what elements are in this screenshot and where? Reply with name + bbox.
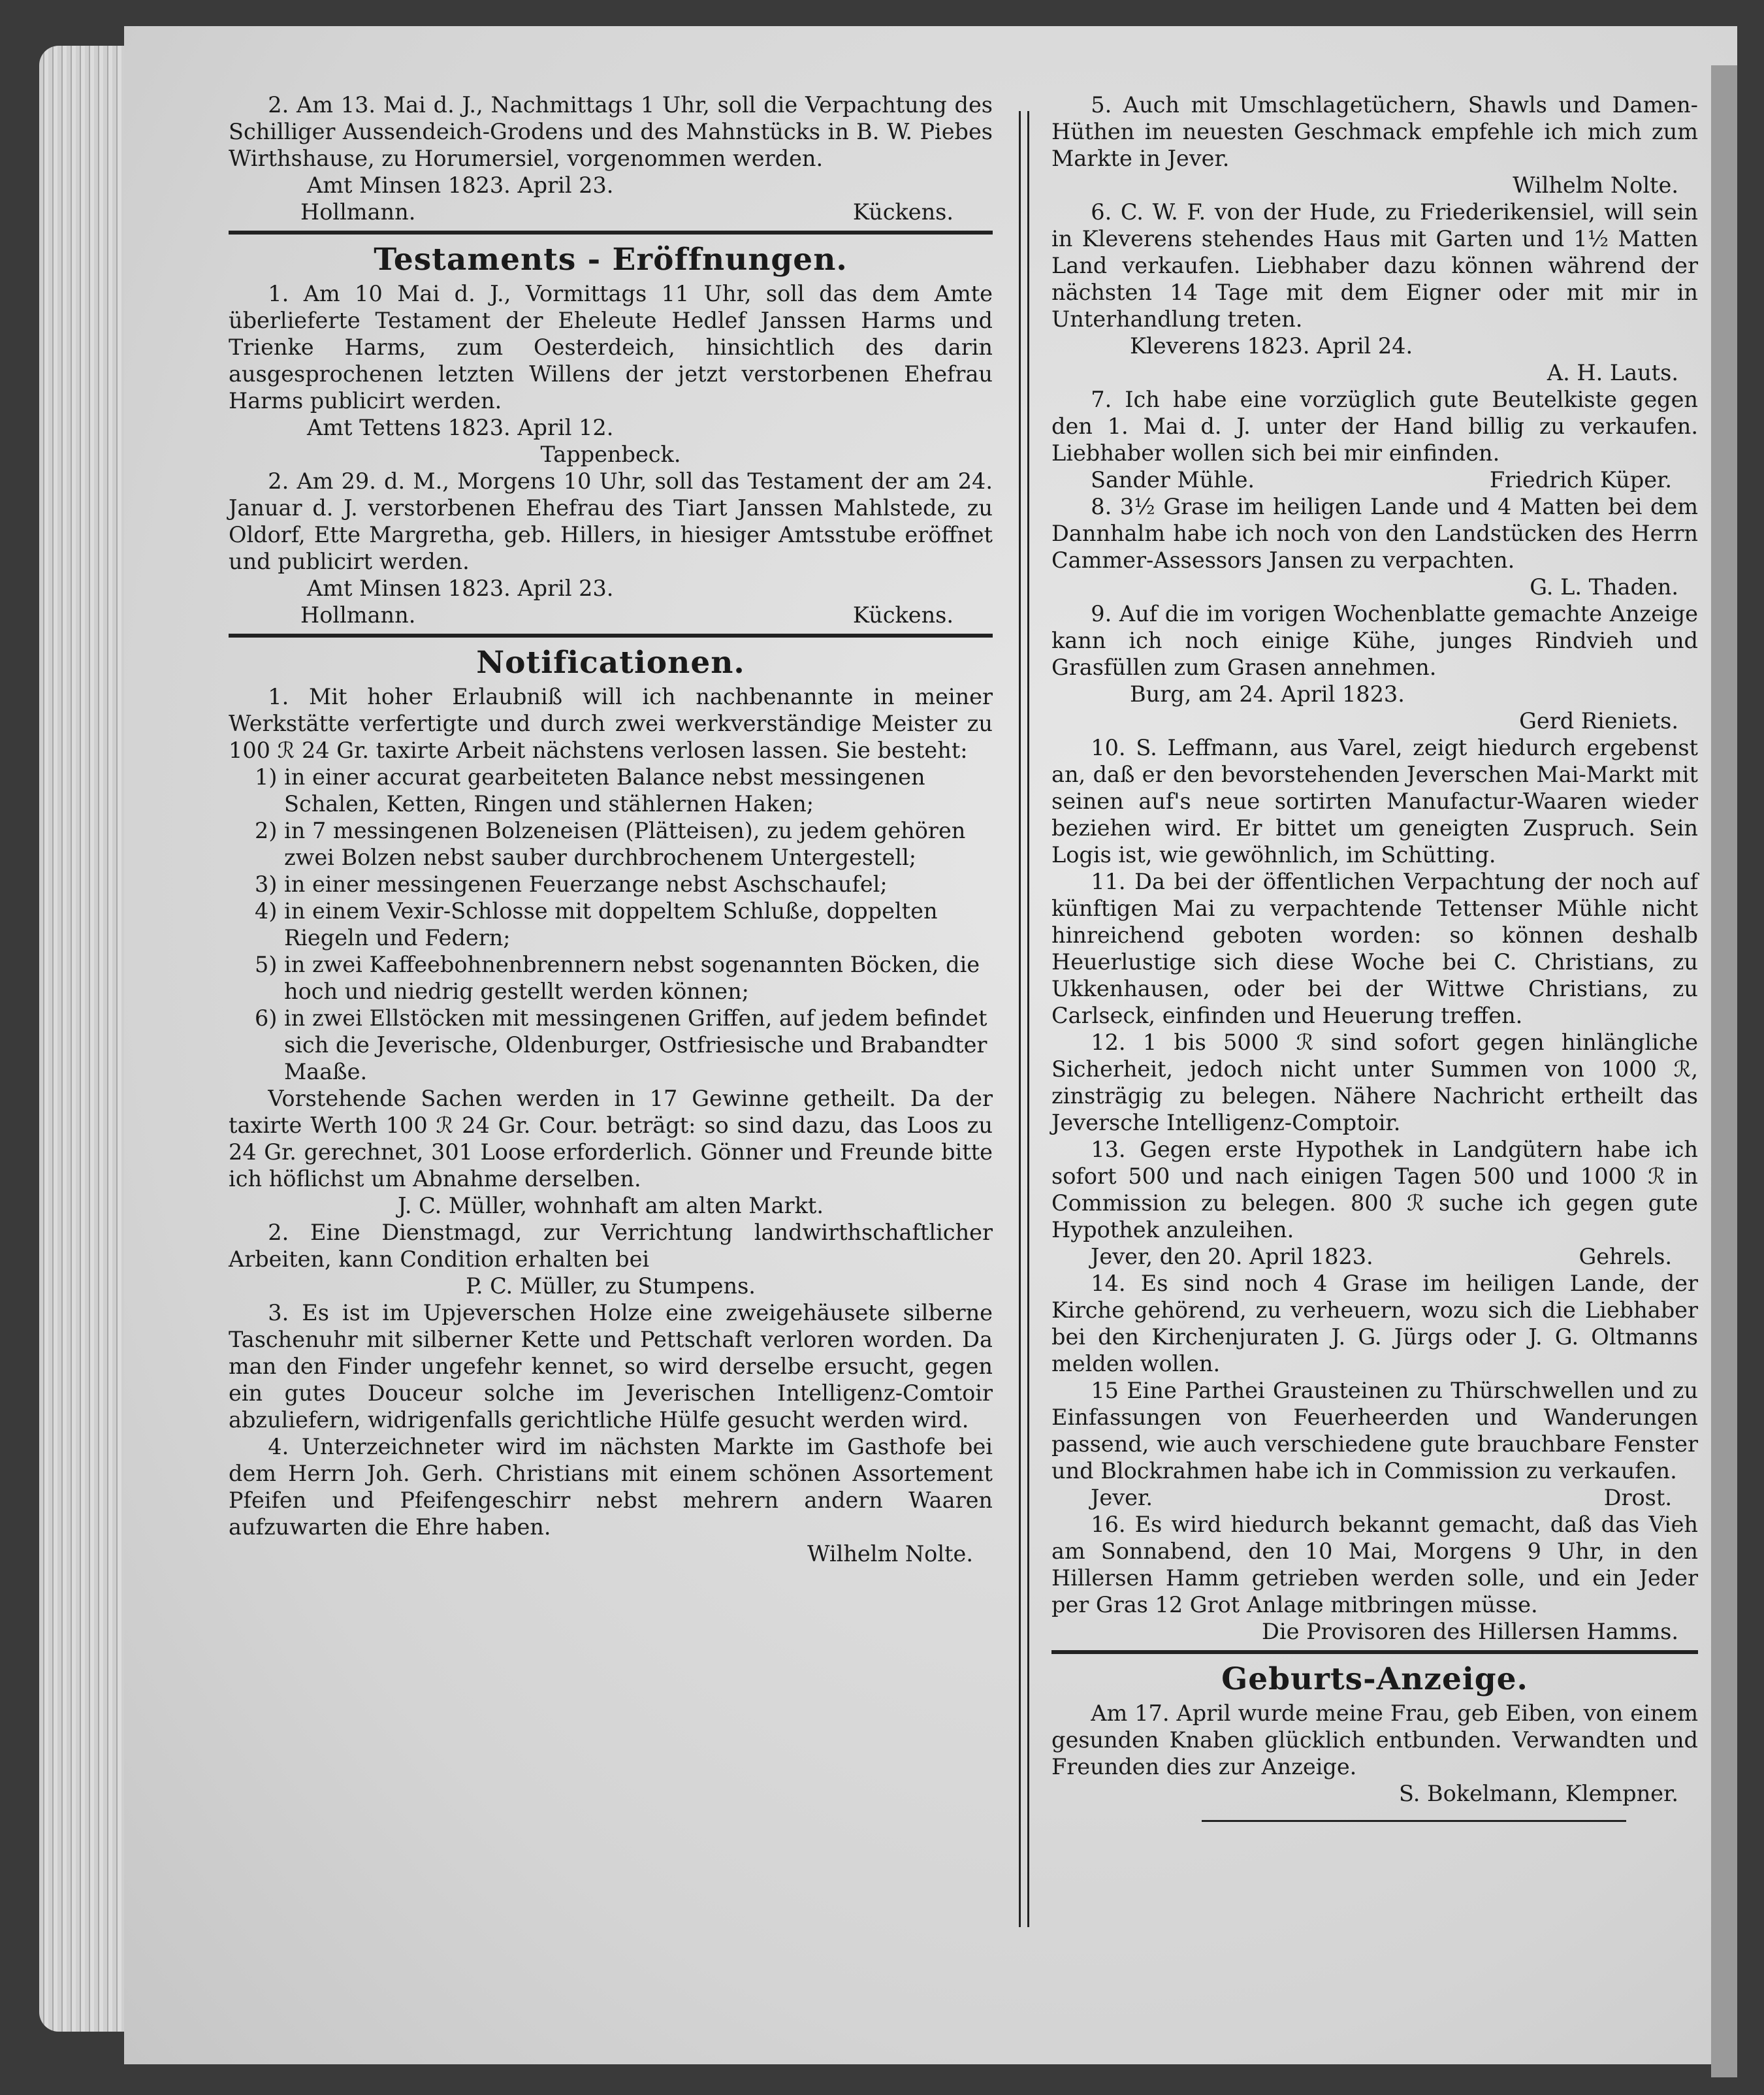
list-item: 4) in einem Vexir-Schlosse mit doppeltem Schluße, doppelten Riegeln und Federn; bbox=[255, 898, 938, 950]
signature-pair bbox=[1051, 466, 1698, 493]
right-column bbox=[1051, 91, 1698, 1822]
signature: Hollmann. bbox=[300, 602, 416, 628]
signature: Wilhelm Nolte. bbox=[1513, 172, 1678, 198]
notice-9: 9. Auf die im vorigen Wochenblatte gemachte Anzeige kann ich noch einige Kühe, junges Rindvieh und Grasfüllen zum Grasen annehmen. bbox=[1051, 601, 1698, 680]
list-item: 2) in 7 messingenen Bolzeneisen (Plätteisen), zu jedem gehören zwei Bolzen nebst sauber durchbrochenem Untergestell; bbox=[255, 818, 966, 870]
signature: P. C. Müller, zu Stumpens. bbox=[466, 1273, 756, 1299]
notice-1-body: Vorstehende Sachen werden in 17 Gewinne getheilt. Da der taxirte Werth 100 ℛ 24 Gr. Cour. beträgt: so sind dazu, das Loos zu 24 Gr. gerechnet, 301 Loose erforderlich. Gönner und Freunde bitte ich höflichst um Abnahme derselben. bbox=[229, 1086, 993, 1192]
signature: Die Provisoren des Hillersen Hamms. bbox=[1262, 1619, 1678, 1644]
section-heading-notificationen: Notificationen. bbox=[476, 645, 745, 681]
page-gutter-shadow bbox=[1711, 65, 1737, 2077]
notice-testament-1: 1. Am 10 Mai d. J., Vormittags 11 Uhr, soll das dem Amte überlieferte Testament der Eheleute Hedlef Janssen Harms und Trienke Harms, zum Oesterdeich, hinsichtlich des darin ausgesprochenen letzten Willens der jetzt verstorbenen Ehefrau Harms publicirt werden. bbox=[229, 281, 993, 414]
birth-announcement: Am 17. April wurde meine Frau, geb Eiben, von einem gesunden Knaben glücklich entbunden. Verwandten und Freunden dies zur Anzeige. bbox=[1051, 1700, 1698, 1779]
signature: Friedrich Küper. bbox=[1489, 467, 1672, 493]
list-item: 5) in zwei Kaffeebohnenbrennern nebst sogenannten Böcken, die hoch und niedrig gestellt werden können; bbox=[255, 952, 980, 1004]
notice-13: 13. Gegen erste Hypothek in Landgütern habe ich sofort 500 und nach einigen Tagen 500 und 1000 ℛ in Commission zu belegen. 800 ℛ suche ich gegen gute Hypothek anzuleihen. bbox=[1051, 1137, 1698, 1242]
notice-location: Amt Tettens 1823. April 12. bbox=[307, 415, 614, 440]
notice-14: 14. Es sind noch 4 Grase im heiligen Lande, der Kirche gehörend, zu verheuern, wozu sich die Liebhaber bei den Kirchenjuraten J. G. Jürgs oder J. G. Oltmanns melden wollen. bbox=[1051, 1271, 1698, 1376]
notice-2: 2. Eine Dienstmagd, zur Verrichtung landwirthschaftlicher Arbeiten, kann Condition erhalten bei bbox=[229, 1220, 993, 1272]
signature: Hollmann. bbox=[300, 199, 416, 225]
signature-pair bbox=[1051, 1243, 1698, 1270]
section-rule bbox=[229, 231, 993, 235]
signature: Kückens. bbox=[852, 602, 954, 628]
notice-16: 16. Es wird hiedurch bekannt gemacht, daß das Vieh am Sonnabend, den 10 Mai, Morgens 9 Uhr, in den Hillersen Hamm getrieben werden solle, und ein Jeder per Gras 12 Grot Anlage mitbringen müsse. bbox=[1051, 1512, 1698, 1617]
notice-6: 6. C. W. F. von der Hude, zu Friederikensiel, will sein in Kleverens stehendes Haus mit Garten und 1½ Matten Land verkaufen. Liebhaber dazu können während der nächsten 14 Tage mit dem Eigner oder mit mir in Unterhandlung treten. bbox=[1051, 199, 1698, 332]
notice-10: 10. S. Leffmann, aus Varel, zeigt hiedurch ergebenst an, daß er den bevorstehenden Jeverschen Mai-Markt mit seinen auf's neue sortirten Manufactur-Waaren wieder beziehen wird. Er bittet um geneigten Zuspruch. Sein Logis ist, wie gewöhnlich, im Schütting. bbox=[1051, 735, 1698, 868]
signature-pair bbox=[1051, 1484, 1698, 1511]
notice-4: 4. Unterzeichneter wird im nächsten Markte im Gasthofe bei dem Herrn Joh. Gerh. Christians mit einem schönen Assortement Pfeifen und Pfeifengeschirr nebst mehrern andern Waaren aufzuwarten die Ehre haben. bbox=[229, 1434, 993, 1540]
notice-5: 5. Auch mit Umschlagetüchern, Shawls und Damen-Hüthen im neuesten Geschmack empfehle ich mich zum Markte in Jever. bbox=[1051, 92, 1698, 171]
signature: Tappenbeck. bbox=[540, 442, 681, 467]
end-rule bbox=[1202, 1820, 1626, 1822]
notice-testament-2: 2. Am 29. d. M., Morgens 10 Uhr, soll das Testament der am 24. Januar d. J. verstorbenen Ehefrau des Tiart Janssen Mahlstede, zu Oldorf, Ette Margretha, geb. Hillers, in hiesiger Amtsstube eröffnet und publicirt werden. bbox=[229, 468, 993, 574]
list-item: 6) in zwei Ellstöcken mit messingenen Griffen, auf jedem befindet sich die Jeverische, Oldenburger, Ostfriesische und Brabandter Maaße. bbox=[255, 1005, 987, 1084]
signature: Kückens. bbox=[852, 199, 954, 225]
signature-pair bbox=[229, 602, 993, 628]
section-rule bbox=[229, 634, 993, 638]
book-page-edges bbox=[39, 46, 137, 2032]
section-rule bbox=[1051, 1650, 1698, 1654]
signature: Drost. bbox=[1603, 1485, 1672, 1510]
notice-8: 8. 3½ Grase im heiligen Lande und 4 Matten bei dem Dannhalm habe ich noch von den Landstücken des Herrn Cammer-Assessors Jansen zu verpachten. bbox=[1051, 494, 1698, 573]
notice-7: 7. Ich habe eine vorzüglich gute Beutelkiste gegen den 1. Mai d. J. unter der Hand billig zu verkaufen. Liebhaber wollen sich bei mir einfinden. bbox=[1051, 387, 1698, 466]
notice-3: 3. Es ist im Upjeverschen Holze eine zweigehäusete silberne Taschenuhr mit silberner Kette und Pettschaft verloren worden. Da man den Finder ungefehr kennet, so wird derselbe ersucht, gegen ein gutes Douceur solche im Jeverischen Intelligenz-Comtoir abzuliefern, widrigenfalls gerichtliche Hülfe gesucht werden wird. bbox=[229, 1300, 993, 1433]
signature: S. Bokelmann, Klempner. bbox=[1398, 1781, 1678, 1806]
notice-schilliger: 2. Am 13. Mai d. J., Nachmittags 1 Uhr, soll die Verpachtung des Schilliger Aussendeich-Grodens und des Mahnstücks in B. W. Piebes Wirthshause, zu Horumersiel, vorgenommen werden. bbox=[229, 92, 993, 171]
section-heading-geburts: Geburts-Anzeige. bbox=[1221, 1661, 1528, 1697]
section-heading-testaments: Testaments - Eröffnungen. bbox=[374, 242, 848, 278]
signature: Gehrels. bbox=[1579, 1244, 1672, 1269]
notice-12: 12. 1 bis 5000 ℛ sind sofort gegen hinlängliche Sicherheit, jedoch nicht unter Summen von 1000 ℛ, zinsträgig zu belegen. Nähere Nachricht ertheilt das Jeversche Intelligenz-Comptoir. bbox=[1051, 1030, 1698, 1135]
notice-location: Kleverens 1823. April 24. bbox=[1130, 333, 1413, 359]
list-item: 1) in einer accurat gearbeiteten Balance nebst messingenen Schalen, Ketten, Ringen und stählernen Haken; bbox=[255, 764, 925, 817]
notice-location: Amt Minsen 1823. April 23. bbox=[307, 576, 614, 601]
notice-location: Burg, am 24. April 1823. bbox=[1130, 681, 1405, 707]
signature: J. C. Müller, wohnhaft am alten Markt. bbox=[398, 1193, 824, 1218]
signature-pair bbox=[229, 199, 993, 225]
left-column bbox=[229, 91, 993, 1567]
signature: Gerd Rieniets. bbox=[1519, 708, 1678, 734]
notice-11: 11. Da bei der öffentlichen Verpachtung der noch auf künftigen Mai zu verpachtende Tettenser Mühle nicht hinreichend geboten worden: so können deshalb Heuerlustige sich diese Woche bei C. Christians, zu Ukkenhausen, oder bei der Wittwe Christians, zu Carlseck, einfinden und Heuerung treffen. bbox=[1051, 869, 1698, 1028]
notice-location: Jever. bbox=[1091, 1485, 1153, 1510]
notice-1-intro: 1. Mit hoher Erlaubniß will ich nachbenannte in meiner Werkstätte verfertigte und durch zwei werkverständige Meister zu 100 ℛ 24 Gr. taxirte Arbeit nächstens verlosen lassen. Sie besteht: bbox=[229, 684, 993, 763]
signature: G. L. Thaden. bbox=[1530, 574, 1678, 600]
signature: Sander Mühle. bbox=[1091, 467, 1255, 493]
notice-location: Jever, den 20. April 1823. bbox=[1091, 1244, 1373, 1269]
signature: Wilhelm Nolte. bbox=[807, 1541, 973, 1567]
notice-location: Amt Minsen 1823. April 23. bbox=[307, 172, 614, 198]
list-item: 3) in einer messingenen Feuerzange nebst Aschschaufel; bbox=[255, 871, 888, 897]
notice-15: 15 Eine Parthei Grausteinen zu Thürschwellen und zu Einfassungen von Feuerheerden und Wanderungen passend, wie auch verschiedene gute brauchbare Fenster und Blockrahmen habe ich in Commission zu verkaufen. bbox=[1051, 1378, 1698, 1484]
signature: A. H. Lauts. bbox=[1547, 360, 1678, 385]
column-divider bbox=[1019, 111, 1029, 1927]
